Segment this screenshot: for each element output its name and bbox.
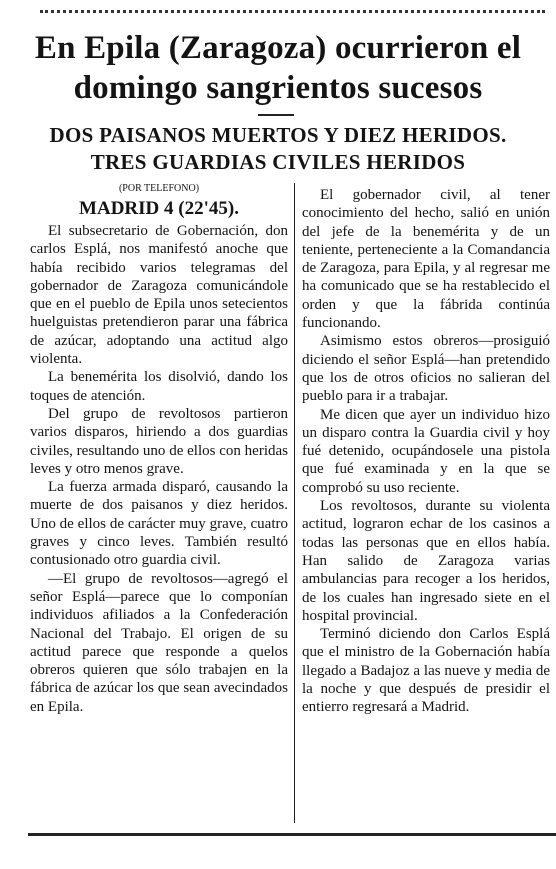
headline-divider: [258, 114, 294, 116]
subheadline-line-2: TRES GUARDIAS CIVILES HERIDOS: [90, 150, 466, 174]
column-divider: [294, 183, 295, 823]
paragraph: La benemérita los disolvió, dando los toques de atención.: [30, 369, 288, 404]
paragraph: —El grupo de revoltosos—agregó el señor Esplá—parece que lo componían individuos afiliados a la Confederación Nacional del Trabajo. El origen de su actitud parece que responde a quelos obreros quieren que sólo trabajen en la fábrica de azúcar los que sean avecindados en Epila.: [30, 570, 288, 715]
paragraph: El subsecretario de Gobernación, don carlos Esplá, nos manifestó anoche que había recibido varios telegramas del gobernador de Zaragoza comunicándole que en el pueblo de Epila unos setecientos huelguistas pretendieron parar una fábrica de azúcar, adoptando una actitud algo violenta.: [30, 223, 288, 368]
right-column: [302, 186, 550, 717]
paragraph: El gobernador civil, al tener conocimiento del hecho, salió en unión del jefe de la benemérita y de un teniente, perteneciente a la Comandancia de Zaragoza, para Epila, y al regresar me ha comunicado que se ha restablecido el orden y que la fábrida continúa funcionando.: [302, 187, 550, 332]
paragraph: Me dicen que ayer un individuo hizo un disparo contra la Guardia civil y hoy fué detenido, ocupándosele una pistola que fué examinada y en la que se comprobó su uso reciente.: [302, 406, 550, 496]
paragraph: Del grupo de revoltosos partieron varios disparos, hiriendo a dos guardias civiles, resultando uno de ellos con heridas leves y otro menos grave.: [30, 405, 288, 477]
top-dotted-rule: [40, 10, 545, 16]
dateline-source: (POR TELEFONO): [118, 183, 200, 194]
paragraph: Terminó diciendo don Carlos Esplá que el ministro de la Gobernación había llegado a Badajoz a las nueve y media de la noche y que después de presidir el entierro regresará a Madrid.: [302, 626, 550, 716]
paragraph: Los revoltosos, durante su violenta actitud, lograron echar de los casinos a todas las personas que en ellos había. Han salido de Zaragoza varias ambulancias para recoger a los heridos, de los cuales han ingresado siete en el hospital provincial.: [302, 498, 550, 624]
dateline-city: MADRID 4 (22'45).: [79, 198, 239, 219]
headline-line-1: En Epila (Zaragoza) ocurrieron el: [34, 30, 522, 66]
paragraph: La fuerza armada disparó, causando la muerte de dos paisanos y diez heridos. Uno de ellos de carácter muy grave, cuatro graves y cinco leves. También resultó contusionado otro guardia civil.: [30, 479, 288, 569]
left-column: [30, 182, 288, 716]
headline-line-2: domingo sangrientos sucesos: [73, 70, 483, 106]
subheadline-line-1: DOS PAISANOS MUERTOS Y DIEZ HERIDOS.: [49, 123, 507, 147]
paragraph: Asimismo estos obreros—prosiguió diciendo el señor Esplá—han pretendido que los de otros oficios no salieran del pueblo para ir a trabajar.: [302, 333, 550, 405]
bottom-rule: [28, 833, 556, 836]
